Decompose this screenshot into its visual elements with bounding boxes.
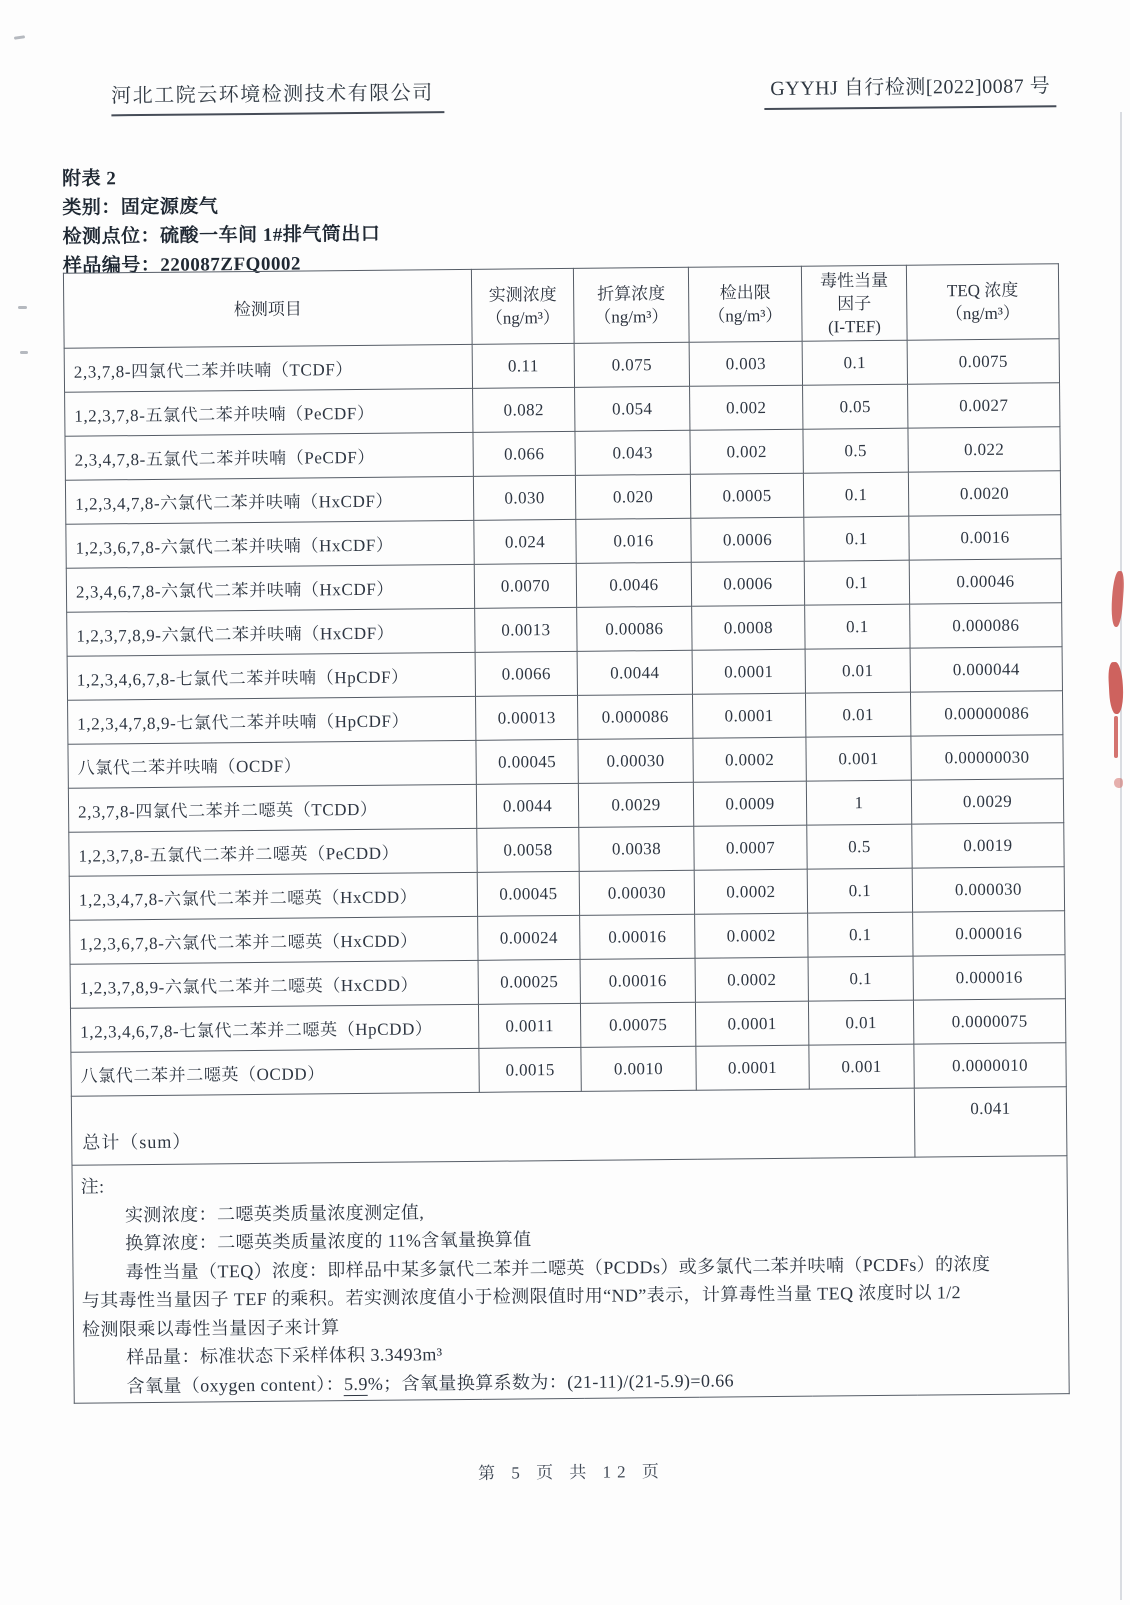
notes-row <box>72 1156 1069 1404</box>
tef-cell: 0.01 <box>805 692 910 737</box>
detection-limit-cell: 0.0001 <box>696 1045 809 1090</box>
detection-limit-cell: 0.0001 <box>695 1001 808 1046</box>
compound-name-cell: 1,2,3,7,8,9-六氯代二苯并二噁英（HxCDD） <box>70 960 478 1008</box>
tef-cell: 0.1 <box>807 868 912 913</box>
teq-cell: 0.0027 <box>908 383 1060 428</box>
tef-cell: 0.1 <box>804 516 909 561</box>
teq-cell: 0.0020 <box>908 471 1060 516</box>
tef-cell: 0.01 <box>808 1000 913 1045</box>
measured-cell: 0.0013 <box>475 607 577 652</box>
detection-limit-cell: 0.0005 <box>690 473 803 518</box>
teq-cell: 0.0000010 <box>914 1043 1066 1088</box>
converted-cell: 0.0038 <box>579 826 694 871</box>
location-line: 检测点位：硫酸一车间 1#排气筒出口 <box>62 223 381 248</box>
measured-cell: 0.030 <box>473 475 575 520</box>
compound-name-cell: 2,3,7,8-四氯代二苯并二噁英（TCDD） <box>68 784 476 832</box>
tef-cell: 0.1 <box>804 560 909 605</box>
tef-cell: 0.01 <box>805 648 910 693</box>
converted-cell: 0.054 <box>575 386 690 431</box>
note-line-teq-2: 与其毒性当量因子 TEF 的乘积。若实测浓度值小于检测限值时用“ND”表示，计算毒性当量 TEQ 浓度时以 1/2 <box>81 1282 962 1311</box>
page-footer <box>6 1453 1130 1489</box>
col-header-converted: 折算浓度 （ng/m³） <box>573 267 689 343</box>
compound-name-cell: 1,2,3,4,6,7,8-七氯代二苯并呋喃（HpCDF） <box>67 652 475 700</box>
scan-speck <box>18 306 27 309</box>
col-header-measured: 实测浓度 （ng/m³） <box>471 268 574 344</box>
col-header-tef: 毒性当量 因子 (I-TEF) <box>801 265 907 341</box>
converted-cell: 0.016 <box>576 518 691 563</box>
compound-name-cell: 2,3,7,8-四氯代二苯并呋喃（TCDF） <box>64 344 472 392</box>
tef-cell: 0.1 <box>802 340 907 385</box>
results-table <box>63 263 1070 1404</box>
converted-cell: 0.00030 <box>579 870 694 915</box>
compound-name-cell: 2,3,4,7,8-五氯代二苯并呋喃（PeCDF） <box>65 432 473 480</box>
measured-cell: 0.0070 <box>474 563 576 608</box>
table-header-row <box>63 264 1059 349</box>
teq-cell: 0.000016 <box>913 911 1065 956</box>
converted-cell: 0.0044 <box>577 650 692 695</box>
teq-cell: 0.0075 <box>907 339 1059 384</box>
compound-name-cell: 1,2,3,7,8,9-六氯代二苯并呋喃（HxCDF） <box>67 608 475 656</box>
stamp-fragment <box>1114 716 1118 758</box>
sum-label: 总计（sum） <box>71 1088 915 1165</box>
converted-cell: 0.043 <box>575 430 690 475</box>
tef-cell: 0.1 <box>805 604 910 649</box>
converted-cell: 0.00016 <box>580 958 695 1003</box>
measured-cell: 0.0066 <box>475 651 577 696</box>
oxygen-note-prefix: 含氧量（oxygen content）： <box>126 1373 345 1396</box>
measured-cell: 0.066 <box>473 431 575 476</box>
tef-cell: 0.5 <box>807 824 912 869</box>
teq-cell: 0.0000075 <box>913 999 1065 1044</box>
sum-total-value: 0.041 <box>914 1087 1067 1157</box>
tef-cell: 0.1 <box>803 472 908 517</box>
note-line-teq-1: 毒性当量（TEQ）浓度：即样品中某多氯代二苯并二噁英（PCDDs）或多氯代二苯并呋喃（PCDFs）的浓度 <box>125 1253 991 1282</box>
scan-speck <box>20 351 28 354</box>
notes-label: 注: <box>80 1176 105 1197</box>
teq-cell: 0.0016 <box>909 515 1061 560</box>
converted-cell: 0.00086 <box>577 606 692 651</box>
tef-cell: 0.5 <box>803 428 908 473</box>
teq-cell: 0.00000086 <box>910 691 1062 736</box>
measured-cell: 0.0015 <box>479 1047 581 1092</box>
teq-cell: 0.000044 <box>910 647 1062 692</box>
document-header <box>111 69 1056 116</box>
measured-cell: 0.082 <box>473 387 575 432</box>
measured-cell: 0.0058 <box>477 827 579 872</box>
detection-limit-cell: 0.0006 <box>691 561 804 606</box>
tef-cell: 0.1 <box>808 956 913 1001</box>
detection-limit-cell: 0.0006 <box>691 517 804 562</box>
tef-cell: 1 <box>806 780 911 825</box>
report-number: GYYHJ 自行检测[2022]0087 号 <box>764 69 1056 110</box>
tef-cell: 0.05 <box>803 384 908 429</box>
note-line-teq-3: 检测限乘以毒性当量因子来计算 <box>81 1316 340 1340</box>
compound-name-cell: 1,2,3,7,8-五氯代二苯并呋喃（PeCDF） <box>65 388 473 436</box>
converted-cell: 0.075 <box>574 342 689 387</box>
note-line-measured: 实测浓度：二噁英类质量浓度测定值, <box>124 1201 425 1225</box>
stamp-fragment <box>1114 778 1123 788</box>
teq-cell: 0.00000030 <box>911 735 1063 780</box>
teq-cell: 0.022 <box>908 427 1060 472</box>
note-line-converted: 换算浓度：二噁英类质量浓度的 11%含氧量换算值 <box>125 1229 532 1254</box>
page-number: 第 5 页 共 12 页 <box>477 1462 665 1483</box>
title-block <box>62 162 381 281</box>
detection-limit-cell: 0.003 <box>689 341 802 386</box>
detection-limit-cell: 0.0002 <box>695 957 808 1002</box>
teq-cell: 0.0019 <box>912 823 1064 868</box>
compound-name-cell: 八氯代二苯并呋喃（OCDF） <box>68 740 476 788</box>
page-edge-line <box>1120 112 1122 1600</box>
compound-name-cell: 1,2,3,4,7,8,9-七氯代二苯并呋喃（HpCDF） <box>68 696 476 744</box>
company-name: 河北工院云环境检测技术有限公司 <box>111 76 444 116</box>
converted-cell: 0.00075 <box>580 1002 695 1047</box>
detection-limit-cell: 0.0009 <box>693 781 806 826</box>
teq-cell: 0.000016 <box>913 955 1065 1000</box>
measured-cell: 0.00013 <box>476 695 578 740</box>
appendix-label: 附表 2 <box>61 168 117 190</box>
measured-cell: 0.00024 <box>478 915 580 960</box>
detection-limit-cell: 0.0002 <box>694 869 807 914</box>
measured-cell: 0.024 <box>474 519 576 564</box>
col-header-teq: TEQ 浓度 （ng/m³） <box>906 264 1059 340</box>
measured-cell: 0.11 <box>472 343 574 388</box>
converted-cell: 0.0010 <box>581 1046 696 1091</box>
col-header-detection-limit: 检出限 （ng/m³） <box>688 266 802 342</box>
tef-cell: 0.001 <box>806 736 911 781</box>
converted-cell: 0.00016 <box>580 914 695 959</box>
compound-name-cell: 1,2,3,4,7,8-六氯代二苯并二噁英（HxCDD） <box>69 872 477 920</box>
detection-limit-cell: 0.0002 <box>693 737 806 782</box>
detection-limit-cell: 0.002 <box>690 385 803 430</box>
detection-limit-cell: 0.0001 <box>692 649 805 694</box>
detection-limit-cell: 0.0001 <box>692 693 805 738</box>
compound-name-cell: 1,2,3,6,7,8-六氯代二苯并二噁英（HxCDD） <box>70 916 478 964</box>
table-body <box>64 339 1066 1097</box>
converted-cell: 0.0046 <box>576 562 691 607</box>
tef-cell: 0.001 <box>809 1044 914 1089</box>
teq-cell: 0.00046 <box>909 559 1061 604</box>
category-line: 类别：固定源废气 <box>62 196 219 219</box>
compound-name-cell: 1,2,3,7,8-五氯代二苯并二噁英（PeCDD） <box>69 828 477 876</box>
detection-limit-cell: 0.0008 <box>692 605 805 650</box>
detection-limit-cell: 0.0002 <box>695 913 808 958</box>
measured-cell: 0.0044 <box>476 783 578 828</box>
compound-name-cell: 2,3,4,6,7,8-六氯代二苯并呋喃（HxCDF） <box>66 564 474 612</box>
detection-limit-cell: 0.002 <box>690 429 803 474</box>
converted-cell: 0.020 <box>575 474 690 519</box>
compound-name-cell: 1,2,3,4,7,8-六氯代二苯并呋喃（HxCDF） <box>65 476 473 524</box>
compound-name-cell: 1,2,3,6,7,8-六氯代二苯并呋喃（HxCDF） <box>66 520 474 568</box>
note-line-sample-volume: 样品量：标准状态下采样体积 3.3493m³ <box>126 1344 443 1368</box>
compound-name-cell: 八氯代二苯并二噁英（OCDD） <box>71 1048 479 1096</box>
teq-cell: 0.0029 <box>911 779 1063 824</box>
teq-cell: 0.000030 <box>912 867 1064 912</box>
compound-name-cell: 1,2,3,4,6,7,8-七氯代二苯并二噁英（HpCDD） <box>70 1004 478 1052</box>
converted-cell: 0.000086 <box>577 694 692 739</box>
sum-row <box>71 1087 1067 1166</box>
measured-cell: 0.00025 <box>478 959 580 1004</box>
sample-number-line: 样品编号：220087ZFQ0002 <box>62 253 302 277</box>
converted-cell: 0.0029 <box>578 782 693 827</box>
col-header-item: 检测项目 <box>63 269 472 348</box>
detection-limit-cell: 0.0007 <box>694 825 807 870</box>
measured-cell: 0.0011 <box>478 1003 580 1048</box>
measured-cell: 0.00045 <box>477 871 579 916</box>
converted-cell: 0.00030 <box>578 738 693 783</box>
tef-cell: 0.1 <box>808 912 913 957</box>
oxygen-note-suffix: %；含氧量换算系数为：(21-11)/(21-5.9)=0.66 <box>367 1369 735 1394</box>
notes-section <box>72 1156 1069 1404</box>
measured-cell: 0.00045 <box>476 739 578 784</box>
oxygen-value-underlined: 5.9 <box>343 1373 368 1394</box>
teq-cell: 0.000086 <box>910 603 1062 648</box>
